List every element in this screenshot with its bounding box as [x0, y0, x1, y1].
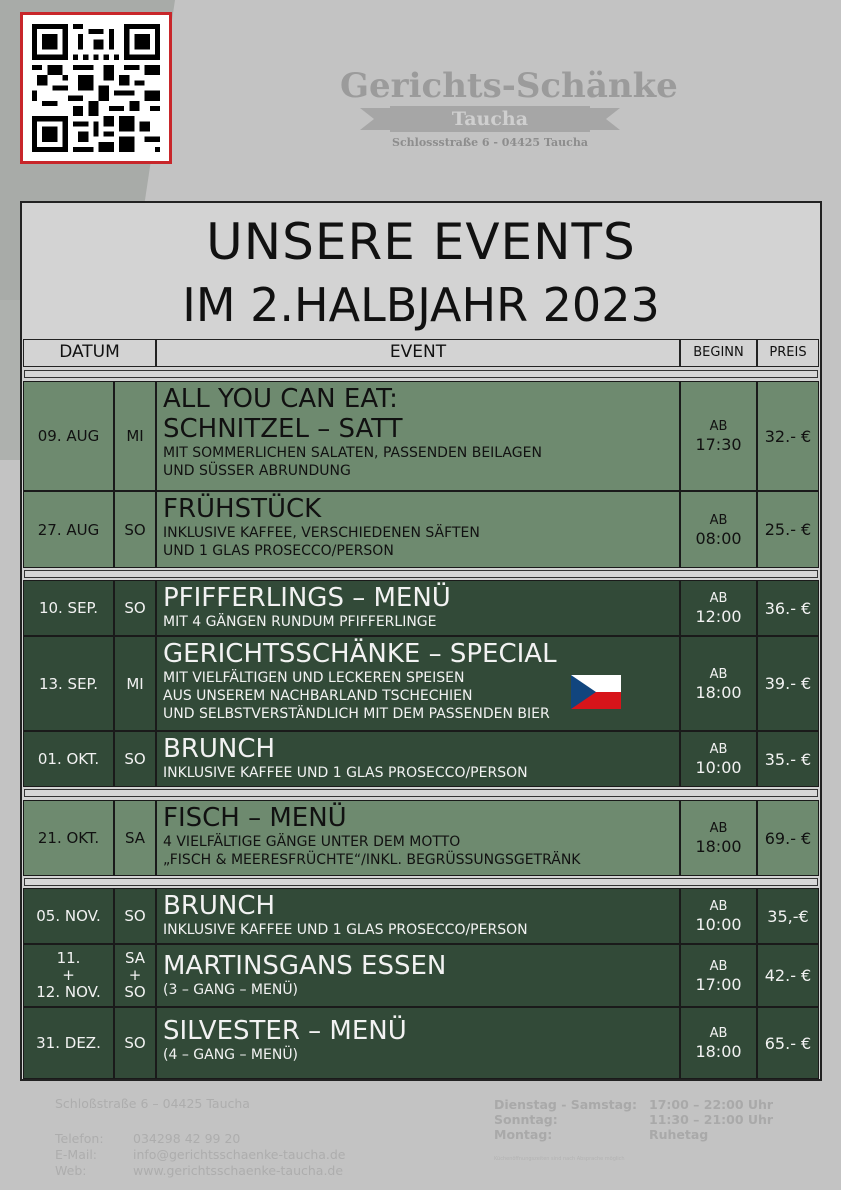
- restaurant-logo: [340, 66, 678, 156]
- hours-note: Küchenöffnungszeiten sind nach Absprache möglich: [494, 1156, 625, 1162]
- event-description: [156, 888, 680, 944]
- begin-time: 17:30: [695, 435, 742, 454]
- logo-ribbon: [390, 106, 590, 132]
- web-link[interactable]: www.gerichtsschaenke-taucha.de: [133, 1163, 344, 1178]
- begin-time: 12:00: [695, 607, 742, 626]
- event-day: SA: [114, 800, 156, 876]
- event-title: ALL YOU CAN EAT:: [163, 384, 398, 414]
- event-title: MARTINSGANS ESSEN: [163, 951, 447, 981]
- header-beginn: BEGINN: [680, 339, 757, 367]
- begin-prefix: AB: [709, 419, 728, 434]
- day-line: SO: [124, 983, 146, 1001]
- event-date: 31. DEZ.: [23, 1007, 114, 1079]
- begin-time: 08:00: [695, 528, 742, 548]
- event-subtitle: MIT SOMMERLICHEN SALATEN, PASSENDEN BEILAGEN: [163, 445, 542, 461]
- event-date: 21. OKT.: [23, 800, 114, 876]
- event-price: 25.- €: [757, 491, 819, 568]
- begin-prefix: AB: [709, 742, 728, 757]
- event-begin: [680, 491, 757, 568]
- event-price: 36.- €: [757, 580, 819, 636]
- page-title: UNSERE EVENTS: [206, 213, 636, 271]
- web-label: Web:: [55, 1163, 87, 1178]
- begin-time: 18:00: [695, 682, 742, 702]
- event-date: 05. NOV.: [23, 888, 114, 944]
- telefon-label: Telefon:: [55, 1131, 104, 1146]
- footer-address: Schloßstraße 6 – 04425 Taucha: [55, 1096, 250, 1111]
- begin-prefix: AB: [709, 958, 728, 974]
- hours-time: 11:30 – 21:00 Uhr: [649, 1112, 774, 1127]
- event-price: 35,-€: [757, 888, 819, 944]
- date-line: +: [62, 966, 75, 984]
- separator: [24, 789, 818, 797]
- event-begin: [680, 944, 757, 1007]
- date-line: 12. NOV.: [36, 983, 101, 1001]
- event-day: MI: [114, 636, 156, 731]
- hours-time: 17:00 – 22:00 Uhr: [649, 1097, 774, 1112]
- header-datum: DATUM: [23, 339, 156, 367]
- hours-days: Sonntag:: [494, 1112, 558, 1127]
- hours-days: Montag:: [494, 1127, 553, 1142]
- event-description: [156, 1007, 680, 1079]
- header-preis: PREIS: [757, 339, 819, 367]
- event-subtitle: (3 – GANG – MENÜ): [163, 982, 299, 998]
- event-day: [114, 944, 156, 1007]
- event-subtitle: INKLUSIVE KAFFEE UND 1 GLAS PROSECCO/PERSON: [163, 765, 528, 781]
- separator: [24, 570, 818, 578]
- event-begin: [680, 636, 757, 731]
- event-subtitle: INKLUSIVE KAFFEE, VERSCHIEDENEN SÄFTEN: [163, 525, 480, 541]
- event-subtitle: UND SELBSTVERSTÄNDLICH MIT DEM PASSENDEN BIER: [163, 706, 550, 722]
- event-begin: [680, 888, 757, 944]
- event-title: SCHNITZEL – SATT: [163, 414, 403, 444]
- hours-time: Ruhetag: [649, 1127, 709, 1142]
- begin-time: 18:00: [695, 837, 742, 856]
- day-line: +: [128, 966, 142, 984]
- event-date: 01. OKT.: [23, 731, 114, 787]
- begin-prefix: AB: [709, 899, 728, 914]
- event-subtitle: (4 – GANG – MENÜ): [163, 1047, 299, 1063]
- event-date: [23, 944, 114, 1007]
- event-price: 35.- €: [757, 731, 819, 787]
- event-day: SO: [114, 888, 156, 944]
- telefon-value[interactable]: 034298 42 99 20: [133, 1131, 241, 1146]
- event-price: 39.- €: [757, 636, 819, 731]
- event-day: MI: [114, 381, 156, 491]
- event-title: BRUNCH: [163, 891, 276, 921]
- event-begin: [680, 580, 757, 636]
- event-subtitle: AUS UNSEREM NACHBARLAND TSCHECHIEN: [163, 688, 473, 704]
- event-subtitle: INKLUSIVE KAFFEE UND 1 GLAS PROSECCO/PERSON: [163, 922, 528, 938]
- event-subtitle: 4 VIELFÄLTIGE GÄNGE UNTER DEM MOTTO: [163, 834, 461, 850]
- event-price: 32.- €: [757, 381, 819, 491]
- event-subtitle: MIT 4 GÄNGEN RUNDUM PFIFFERLINGE: [163, 614, 437, 630]
- event-date: 09. AUG: [23, 381, 114, 491]
- begin-prefix: AB: [709, 1026, 728, 1041]
- date-line: 11.: [56, 949, 81, 967]
- opening-hours: [494, 1097, 773, 1142]
- event-day: SO: [114, 1007, 156, 1079]
- event-title: SILVESTER – MENÜ: [163, 1016, 407, 1046]
- logo-city: Taucha: [451, 108, 529, 130]
- begin-prefix: AB: [709, 512, 728, 528]
- logo-name: Gerichts-Schänke: [340, 66, 678, 106]
- header-event: EVENT: [156, 339, 680, 367]
- event-description: [156, 731, 680, 787]
- event-description: [156, 800, 680, 876]
- event-title: BRUNCH: [163, 734, 276, 764]
- event-title: GERICHTSSCHÄNKE – SPECIAL: [163, 639, 557, 669]
- event-day: SO: [114, 580, 156, 636]
- event-begin: [680, 731, 757, 787]
- event-description: [156, 580, 680, 636]
- day-line: SA: [124, 949, 146, 967]
- event-date: 13. SEP.: [23, 636, 114, 731]
- event-subtitle: MIT VIELFÄLTIGEN UND LECKEREN SPEISEN: [163, 670, 465, 686]
- separator: [24, 370, 818, 378]
- event-description: [156, 491, 680, 568]
- begin-prefix: AB: [709, 591, 728, 606]
- event-subtitle: UND SÜSSER ABRUNDUNG: [163, 463, 351, 479]
- qr-code-icon: [32, 24, 160, 152]
- begin-time: 10:00: [695, 758, 742, 777]
- czech-flag-icon: [571, 675, 621, 709]
- events-table: [20, 201, 822, 1081]
- event-price: 69.- €: [757, 800, 819, 876]
- event-subtitle: UND 1 GLAS PROSECCO/PERSON: [163, 543, 394, 559]
- title-block: [22, 203, 820, 337]
- event-date: 27. AUG: [23, 491, 114, 568]
- event-description: [156, 636, 680, 731]
- qr-code[interactable]: [20, 12, 172, 164]
- begin-time: 10:00: [695, 915, 742, 934]
- event-title: FISCH – MENÜ: [163, 803, 347, 833]
- email-link[interactable]: info@gerichtsschaenke-taucha.de: [133, 1147, 346, 1162]
- event-description: [156, 944, 680, 1007]
- begin-time: 17:00: [695, 974, 742, 994]
- event-subtitle: „FISCH & MEERESFRÜCHTE“/INKL. BEGRÜSSUNGSGETRÄNK: [163, 852, 581, 868]
- hours-days: Dienstag - Samstag:: [494, 1097, 637, 1112]
- event-date: 10. SEP.: [23, 580, 114, 636]
- logo-address: Schlossstraße 6 - 04425 Taucha: [392, 136, 588, 149]
- footer-contact: [55, 1131, 346, 1178]
- separator: [24, 878, 818, 886]
- event-day: SO: [114, 491, 156, 568]
- event-price: 42.- €: [757, 944, 819, 1007]
- event-price: 65.- €: [757, 1007, 819, 1079]
- event-begin: [680, 800, 757, 876]
- begin-prefix: AB: [709, 821, 728, 836]
- begin-time: 18:00: [695, 1042, 742, 1061]
- event-title: FRÜHSTÜCK: [163, 494, 322, 524]
- begin-prefix: AB: [709, 666, 728, 682]
- event-day: SO: [114, 731, 156, 787]
- event-description: [156, 381, 680, 491]
- event-title: PFIFFERLINGS – MENÜ: [163, 583, 451, 613]
- page-subtitle: IM 2.HALBJAHR 2023: [182, 278, 660, 332]
- event-begin: [680, 381, 757, 491]
- event-begin: [680, 1007, 757, 1079]
- email-label: E-Mail:: [55, 1147, 98, 1162]
